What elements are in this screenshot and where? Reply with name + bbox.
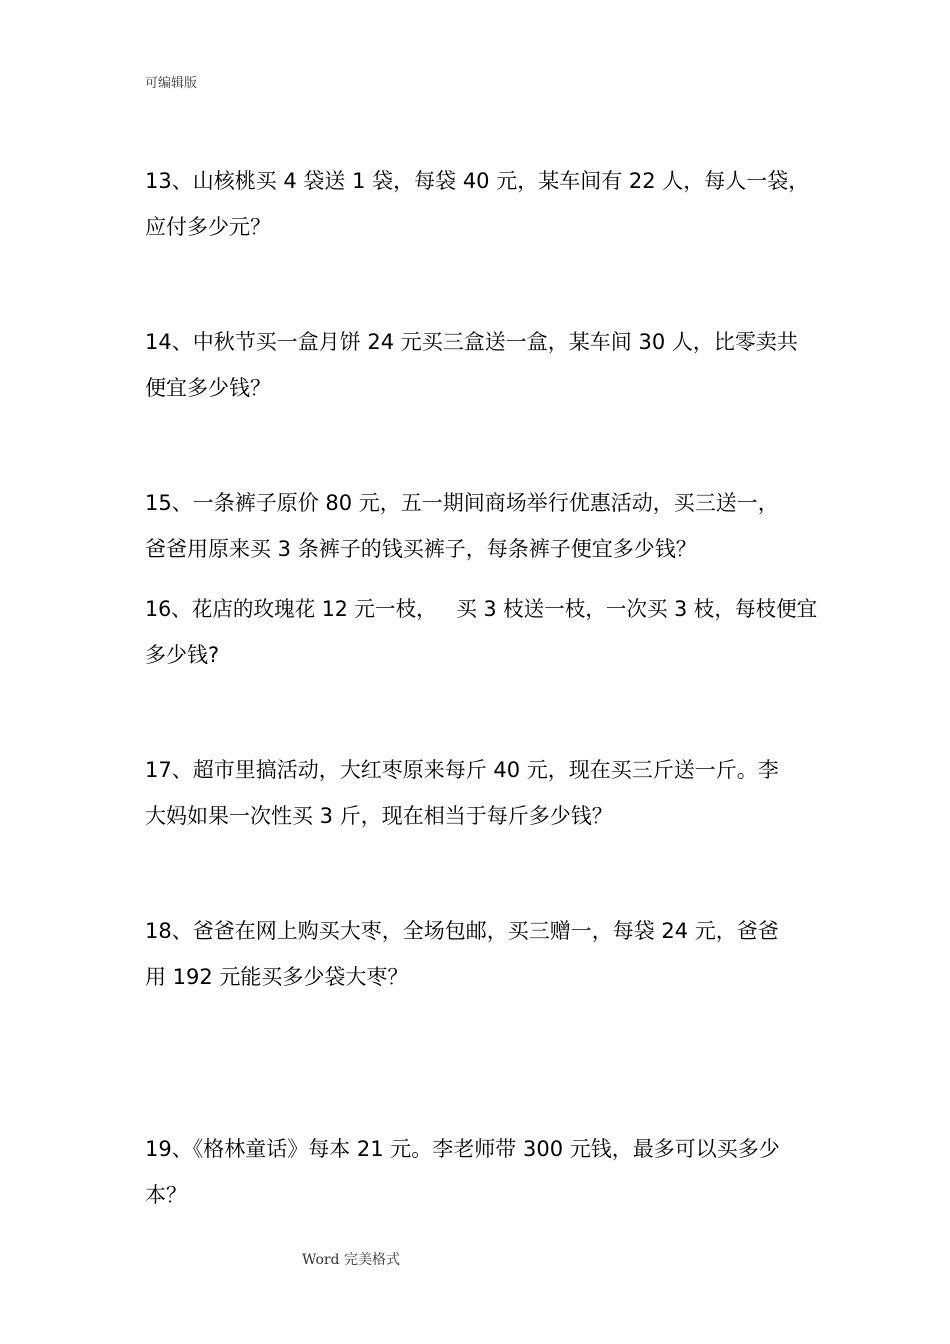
problem-16-line-2: 多少钱? xyxy=(145,643,220,667)
problem-19-line-2: 本？ xyxy=(145,1183,187,1207)
page-footer: Word 完美格式 xyxy=(302,1252,400,1268)
problem-18-line-2: 用 192 元能买多少袋大枣？ xyxy=(145,965,409,989)
problem-19-line-1: 19、《格林童话》每本 21 元。李老师带 300 元钱，最多可以买多少 xyxy=(145,1137,780,1161)
problem-15 xyxy=(145,480,817,572)
problem-13 xyxy=(145,158,817,250)
problem-17-line-2: 大妈如果一次性买 3 斤，现在相当于每斤多少钱？ xyxy=(145,804,613,828)
problem-14-line-2: 便宜多少钱？ xyxy=(145,376,271,400)
problem-16 xyxy=(145,586,817,678)
problem-17 xyxy=(145,747,817,839)
problem-17-line-1: 17、超市里搞活动，大红枣原来每斤 40 元，现在买三斤送一斤。李 xyxy=(145,758,779,782)
problem-13-line-1: 13、山核桃买 4 袋送 1 袋，每袋 40 元，某车间有 22 人，每人一袋， xyxy=(145,169,810,193)
problem-14 xyxy=(145,319,817,411)
problem-19 xyxy=(145,1126,817,1218)
problem-15-line-1: 15、一条裤子原价 80 元，五一期间商场举行优惠活动，买三送一， xyxy=(145,491,779,515)
problem-18-line-1: 18、爸爸在网上购买大枣，全场包邮，买三赠一，每袋 24 元，爸爸 xyxy=(145,919,779,943)
page-header: 可编辑版 xyxy=(145,76,198,91)
problem-13-line-2: 应付多少元？ xyxy=(145,215,271,239)
problem-14-line-1: 14、中秋节买一盒月饼 24 元买三盒送一盒，某车间 30 人，比零卖共 xyxy=(145,330,798,354)
problem-16-line-1: 16、花店的玫瑰花 12 元一枝， 买 3 枝送一枝，一次买 3 枝，每枝便宜 xyxy=(145,597,818,621)
problem-18 xyxy=(145,908,817,1000)
problem-15-line-2: 爸爸用原来买 3 条裤子的钱买裤子，每条裤子便宜多少钱？ xyxy=(145,537,697,561)
